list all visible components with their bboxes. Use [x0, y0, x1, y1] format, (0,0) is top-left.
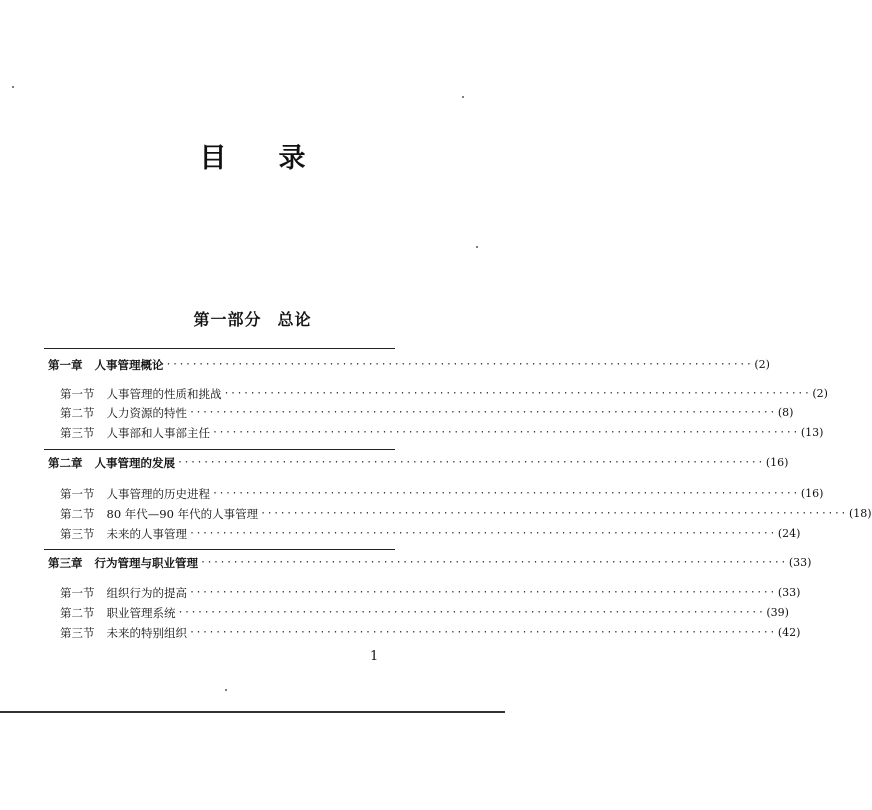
part-title-name: 总论	[277, 310, 312, 329]
section-number: 第一节	[60, 487, 95, 501]
dot-leader: ··························································································	[165, 359, 753, 370]
divider-rule	[44, 549, 395, 550]
section-page: (2)	[812, 387, 828, 400]
dot-leader: ··························································································	[189, 407, 776, 418]
chapter-page: (16)	[765, 456, 789, 469]
toc-section-1-3[interactable]	[60, 425, 824, 441]
chapter-title: 人事管理概论	[94, 358, 164, 372]
part-title	[0, 307, 505, 330]
section-title: 人事管理的性质和挑战	[106, 387, 222, 401]
section-number: 第三节	[60, 626, 95, 640]
chapter-title: 人事管理的发展	[94, 456, 175, 470]
dot-leader: ··························································································	[212, 488, 799, 499]
scan-speck	[476, 246, 478, 248]
section-title: 80 年代—90 年代的人事管理	[106, 507, 259, 521]
section-title: 人力资源的特性	[106, 406, 187, 420]
dot-leader: ··························································································	[260, 508, 847, 519]
toc-section-3-2[interactable]	[60, 605, 789, 621]
section-page: (39)	[766, 606, 789, 619]
dot-leader: ··························································································	[200, 557, 787, 568]
toc-section-2-2[interactable]	[60, 506, 872, 522]
section-page: (18)	[848, 507, 872, 520]
chapter-number: 第三章	[48, 556, 83, 570]
toc-section-1-1[interactable]	[60, 386, 828, 402]
section-title: 人事管理的历史进程	[106, 487, 210, 501]
chapter-title: 行为管理与职业管理	[94, 556, 198, 570]
section-title: 人事部和人事部主任	[106, 426, 210, 440]
chapter-number: 第二章	[48, 456, 83, 470]
toc-section-2-1[interactable]	[60, 486, 824, 502]
section-number: 第一节	[60, 586, 95, 600]
dot-leader: ··························································································	[177, 607, 765, 618]
section-title: 组织行为的提高	[106, 586, 187, 600]
section-page: (16)	[800, 487, 824, 500]
toc-chapter-1[interactable]	[48, 357, 770, 373]
dot-leader: ··························································································	[177, 457, 764, 468]
toc-section-1-2[interactable]	[60, 405, 794, 421]
part-title-prefix: 第一部分	[193, 310, 262, 329]
scan-edge-line	[0, 711, 505, 713]
dot-leader: ··························································································	[189, 528, 776, 539]
toc-section-3-1[interactable]	[60, 585, 801, 601]
divider-rule	[44, 348, 395, 349]
dot-leader: ··························································································	[189, 587, 776, 598]
page-number: 1	[370, 649, 379, 664]
page-title: 目录	[199, 143, 358, 174]
section-page: (42)	[777, 626, 801, 639]
dot-leader: ··························································································	[212, 427, 799, 438]
dot-leader: ··························································································	[223, 388, 811, 399]
section-title: 未来的特别组织	[106, 626, 187, 640]
section-number: 第三节	[60, 527, 95, 541]
section-number: 第三节	[60, 426, 95, 440]
chapter-number: 第一章	[48, 358, 83, 372]
section-number: 第二节	[60, 406, 95, 420]
section-page: (13)	[800, 426, 824, 439]
section-number: 第二节	[60, 606, 95, 620]
toc-chapter-2[interactable]	[48, 455, 789, 471]
toc-section-3-3[interactable]	[60, 625, 801, 641]
chapter-page: (33)	[788, 556, 812, 569]
section-number: 第一节	[60, 387, 95, 401]
section-number: 第二节	[60, 507, 95, 521]
dot-leader: ··························································································	[189, 627, 776, 638]
section-page: (8)	[777, 406, 794, 419]
section-page: (33)	[777, 586, 801, 599]
section-title: 未来的人事管理	[106, 527, 187, 541]
scan-speck	[462, 96, 464, 98]
scan-speck	[12, 86, 14, 88]
toc-chapter-3[interactable]	[48, 555, 812, 571]
divider-rule	[44, 449, 395, 450]
section-title: 职业管理系统	[106, 606, 176, 620]
scan-speck	[225, 689, 227, 691]
toc-section-2-3[interactable]	[60, 526, 801, 542]
section-page: (24)	[777, 527, 801, 540]
chapter-page: (2)	[754, 358, 770, 371]
